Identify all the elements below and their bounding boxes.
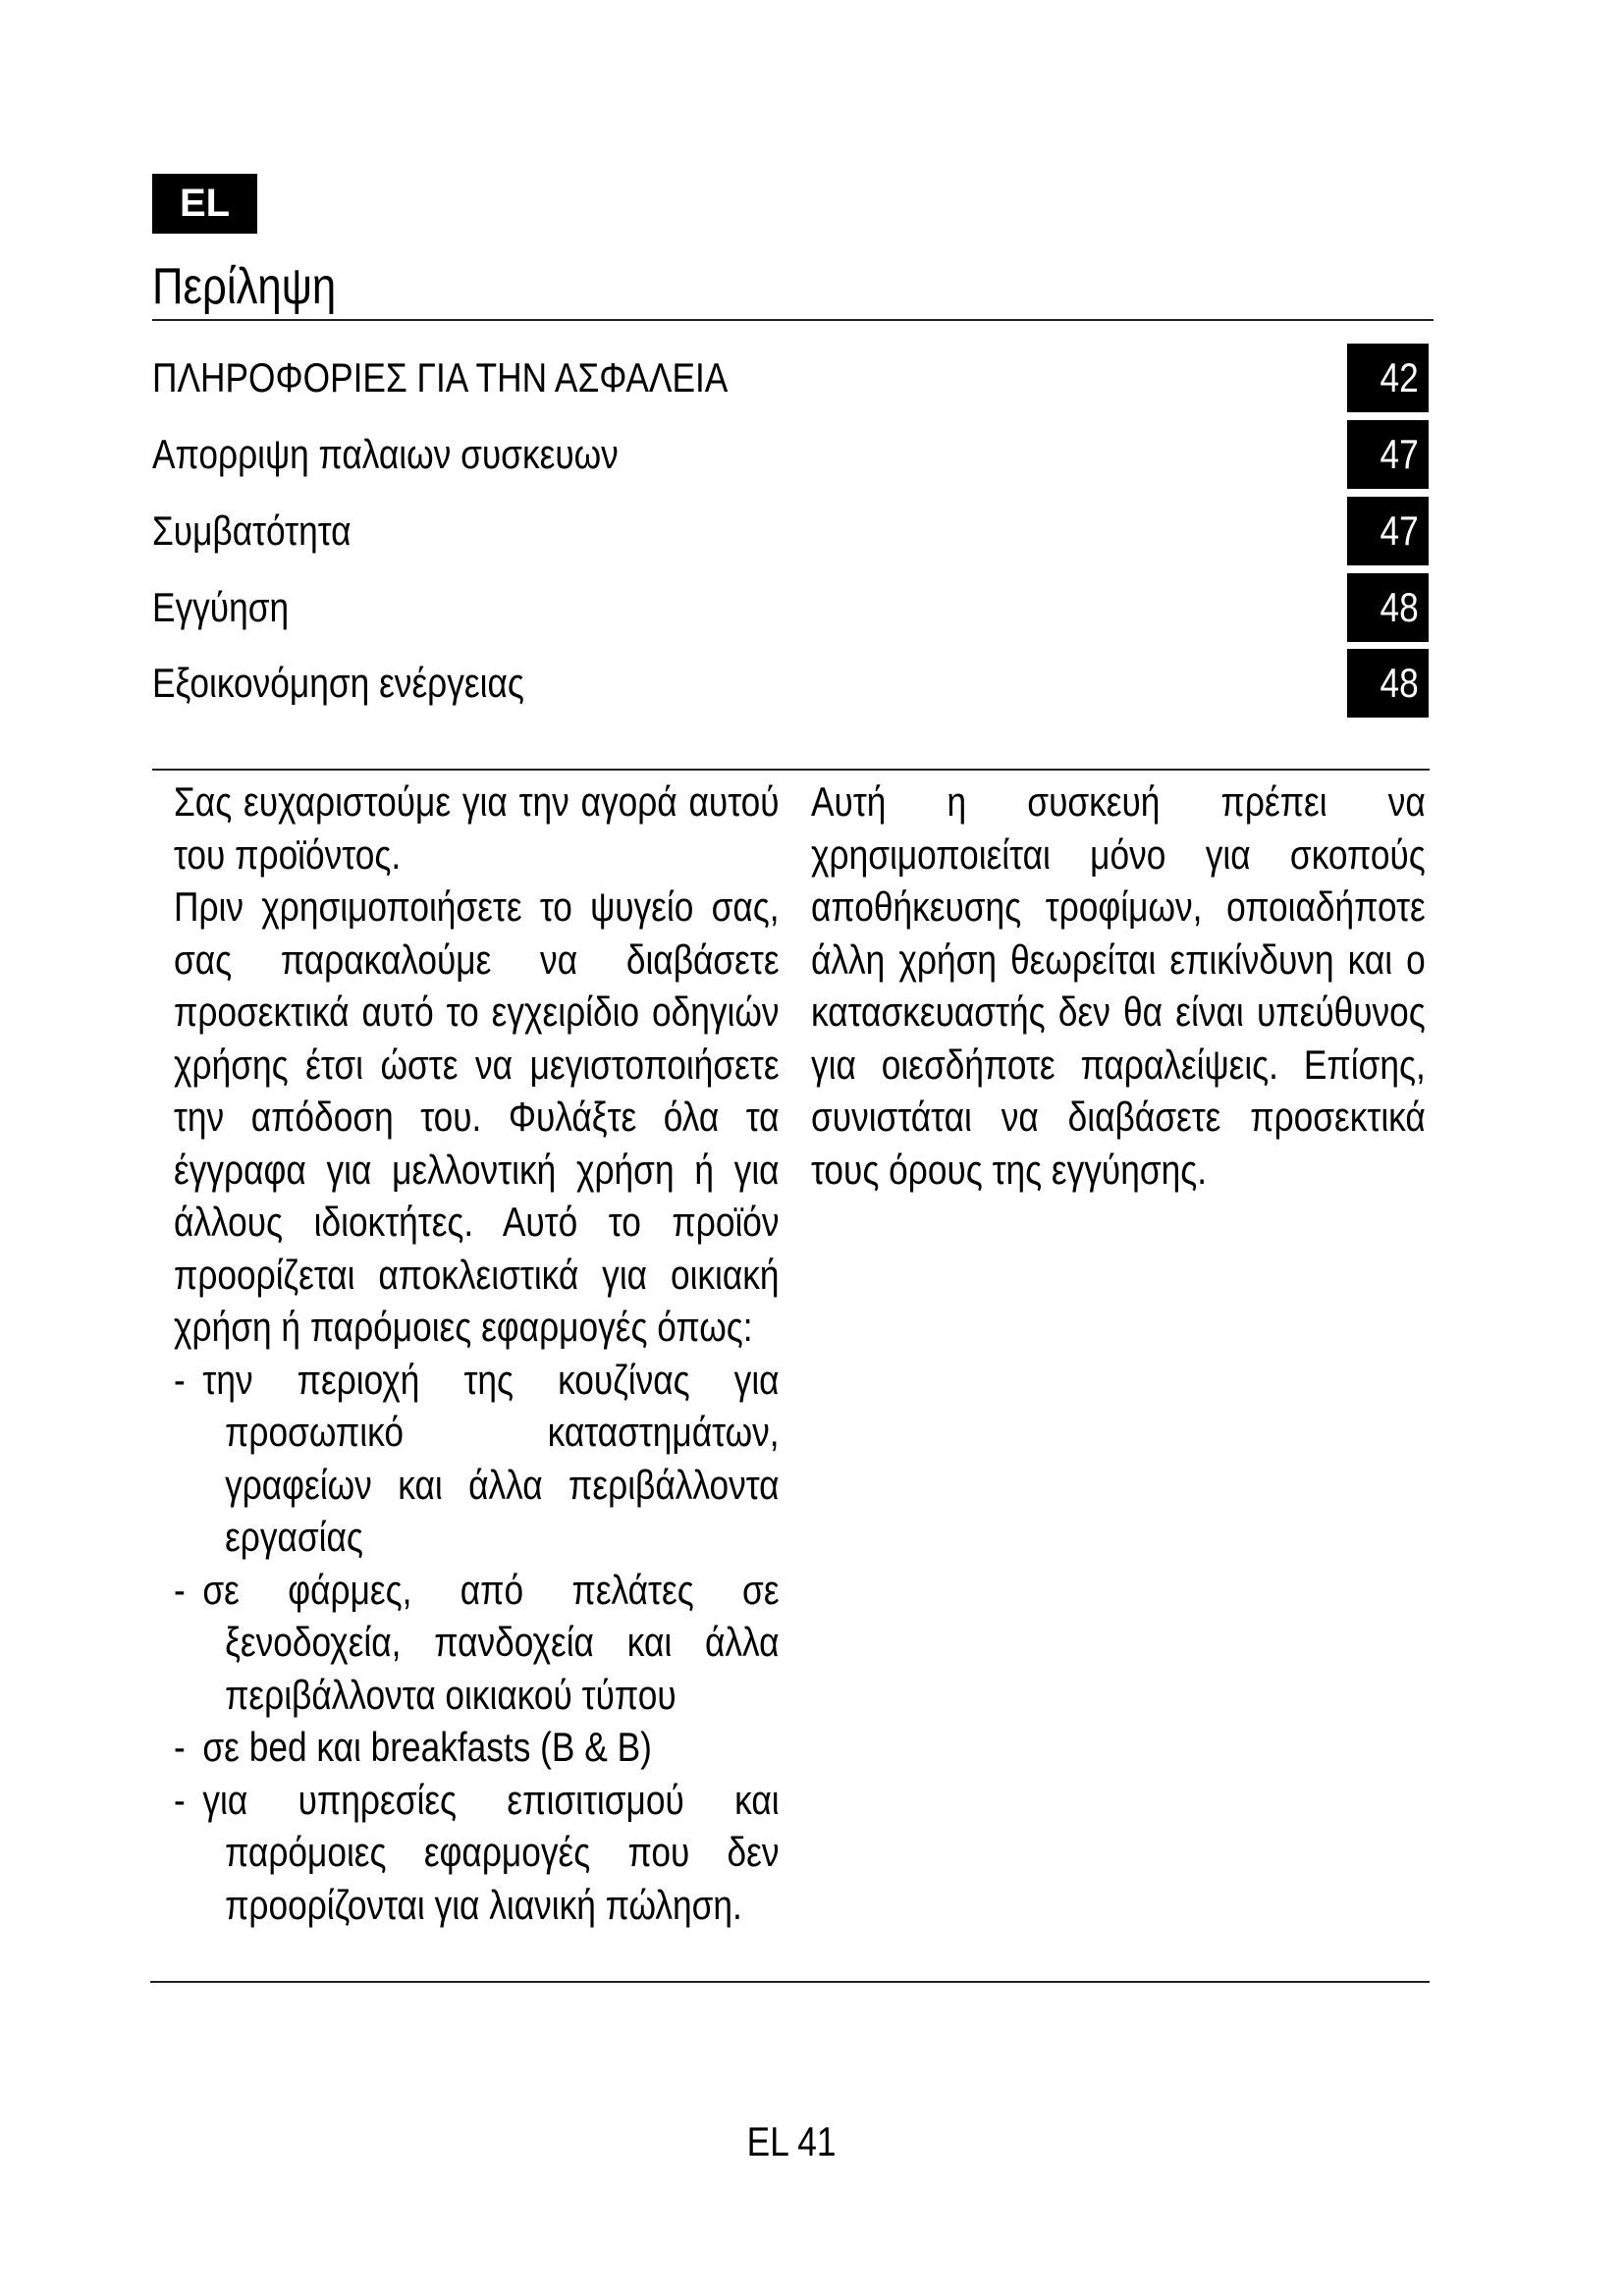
list-item xyxy=(174,1774,780,1932)
toc-page-number: 48 xyxy=(1380,584,1419,630)
thanks-paragraph: Σας ευχαριστούμε για την αγορά αυτού του προϊόντος. xyxy=(174,778,780,878)
list-marker: - xyxy=(174,1566,186,1613)
toc-page-number: 48 xyxy=(1380,660,1419,706)
language-badge xyxy=(152,174,257,234)
toc-page-box xyxy=(1347,420,1429,489)
toc-page-number: 47 xyxy=(1380,507,1419,554)
toc-entry-label: Συμβατότητα xyxy=(152,507,352,554)
list-item xyxy=(174,1354,780,1564)
toc-entry-label: Απορριψη παλαιων συσκευων xyxy=(152,431,619,477)
list-marker: - xyxy=(174,1356,186,1403)
list-item-text: για υπηρεσίες επισιτισμού και παρόμοιες εφαρμογές που δεν προορίζονται για λιανική πώληση. xyxy=(202,1776,780,1928)
toc-entry-label: ΠΛΗΡΟΦΟΡΙΕΣ ΓΙΑ ΤΗΝ ΑΣΦΑΛΕΙΑ xyxy=(152,354,729,400)
toc-entry-energy-saving xyxy=(152,649,1429,718)
toc-page-box xyxy=(1347,497,1429,565)
warning-paragraph: Αυτή η συσκευή πρέπει να χρησιμοποιείται μόνο για σκοπούς αποθήκευσης τροφίμων, οποιαδήποτε άλλη χρήση θεωρείται επικίνδυνη και ο κατασκευαστής δεν θα είναι υπεύθυνος για οιεσδήποτε παραλείψεις. Επίσης, συνιστάται να διαβάσετε προσεκτικά τους όρους της εγγύησης. xyxy=(811,778,1426,1193)
intro-paragraph: Πριν χρησιμοποιήσετε το ψυγείο σας, σας παρακαλούμε να διαβάσετε προσεκτικά αυτό το εγχειρίδιο οδηγιών χρήσης έτσι ώστε να μεγιστοποιήσετε την απόδοση του. Φυλάξτε όλα τα έγγραφα για μελλοντική χρήση ή για άλλους ιδιοκτήτες. Αυτό το προϊόν προορίζεται αποκλειστικά για οικιακή χρήση ή παρόμοιες εφαρμογές όπως: xyxy=(174,883,780,1350)
toc-entry-compliance xyxy=(152,497,1429,565)
body-top-divider xyxy=(152,769,1430,771)
list-item-text: την περιοχή της κουζίνας για προσωπικό καταστημάτων, γραφείων και άλλα περιβάλλοντα εργασίας xyxy=(202,1356,780,1560)
title-divider xyxy=(152,319,1434,321)
toc-entry-label: Εγγύηση xyxy=(152,584,290,630)
intended-uses-list xyxy=(174,1354,780,1932)
page-number: EL 41 xyxy=(746,2118,837,2164)
toc-entry-safety xyxy=(152,344,1429,412)
list-item xyxy=(174,1564,780,1722)
list-item xyxy=(174,1721,780,1774)
list-marker: - xyxy=(174,1724,186,1770)
page-footer xyxy=(693,2115,890,2168)
toc-page-number: 42 xyxy=(1380,354,1419,400)
toc-entry-label: Εξοικονόμηση ενέργειας xyxy=(152,660,524,706)
list-marker: - xyxy=(174,1776,186,1823)
toc-entry-warranty xyxy=(152,573,1429,642)
toc-page-number: 47 xyxy=(1380,431,1419,477)
body-bottom-divider xyxy=(150,1981,1430,1983)
toc-entry-disposal xyxy=(152,420,1429,489)
intro-left-column xyxy=(174,775,780,1931)
page-title: Περίληψη xyxy=(152,258,337,315)
toc-page-box xyxy=(1347,344,1429,412)
toc-page-box xyxy=(1347,573,1429,642)
toc-page-box xyxy=(1347,649,1429,718)
intro-right-column xyxy=(811,775,1426,1196)
list-item-text: σε φάρμες, από πελάτες σε ξενοδοχεία, πανδοχεία και άλλα περιβάλλοντα οικιακού τύπου xyxy=(202,1566,780,1718)
list-item-text: σε bed και breakfasts (B & B) xyxy=(202,1724,652,1770)
language-badge-label: EL xyxy=(179,182,231,225)
